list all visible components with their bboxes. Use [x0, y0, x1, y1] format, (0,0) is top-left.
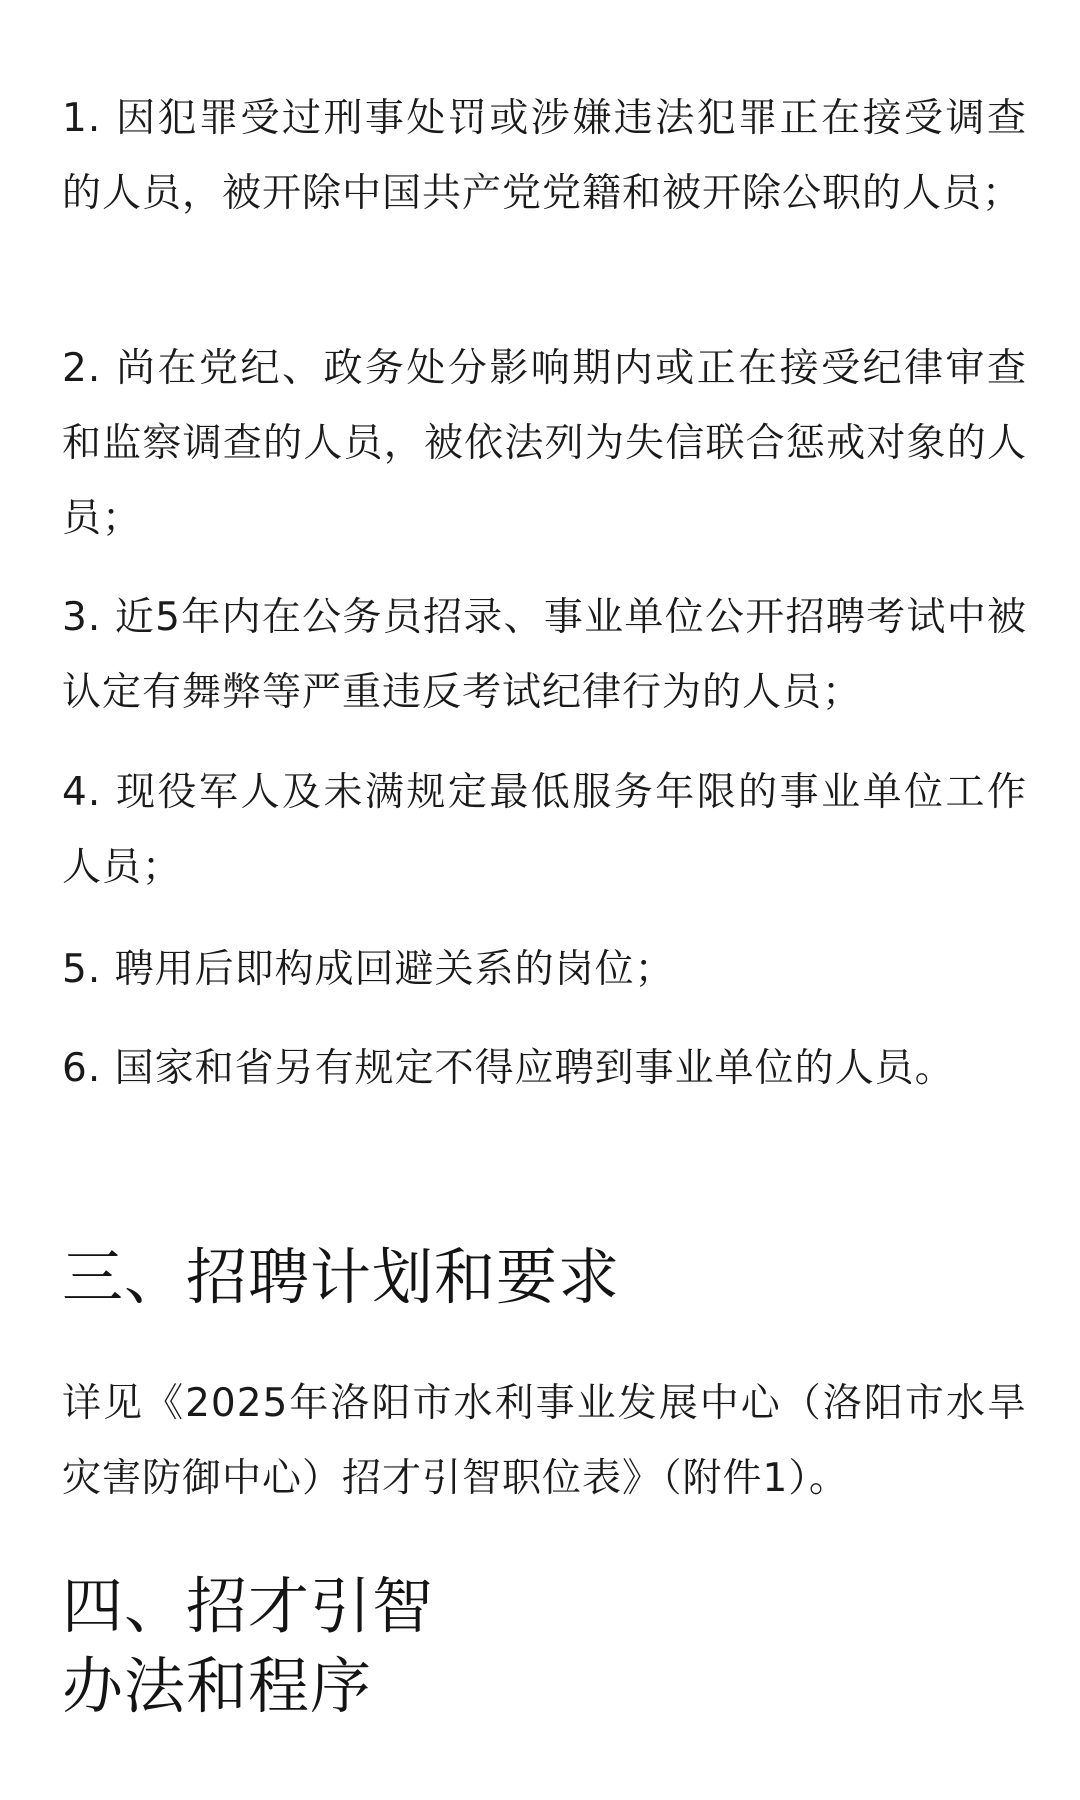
list-item-4: 4. 现役军人及未满规定最低服务年限的事业单位工作人员；	[62, 770, 1027, 890]
document-page	[62, 0, 1027, 1800]
list-item-3: 3. 近5年内在公务员招录、事业单位公开招聘考试中被认定有舞弊等严重违反考试纪律行为的人员；	[62, 595, 1027, 715]
list-item-1: 1. 因犯罪受过刑事处罚或涉嫌违法犯罪正在接受调查的人员，被开除中国共产党党籍和被开除公职的人员；	[62, 96, 1027, 216]
section-4-heading-line-2: 办法和程序	[62, 1651, 373, 1722]
section-3-body: 详见《2025年洛阳市水利事业发展中心（洛阳市水旱灾害防御中心）招才引智职位表》（附件1）。	[62, 1381, 1027, 1501]
section-3-heading: 三、招聘计划和要求	[62, 1242, 621, 1313]
section-4-heading	[62, 1567, 1027, 1727]
list-item-6: 6. 国家和省另有规定不得应聘到事业单位的人员。	[62, 1046, 955, 1091]
list-item-2: 2. 尚在党纪、政务处分影响期内或正在接受纪律审查和监察调查的人员，被依法列为失信联合惩戒对象的人员；	[62, 346, 1027, 541]
section-4-heading-line-1: 四、招才引智	[62, 1571, 435, 1642]
list-item-5: 5. 聘用后即构成回避关系的岗位；	[62, 947, 675, 992]
